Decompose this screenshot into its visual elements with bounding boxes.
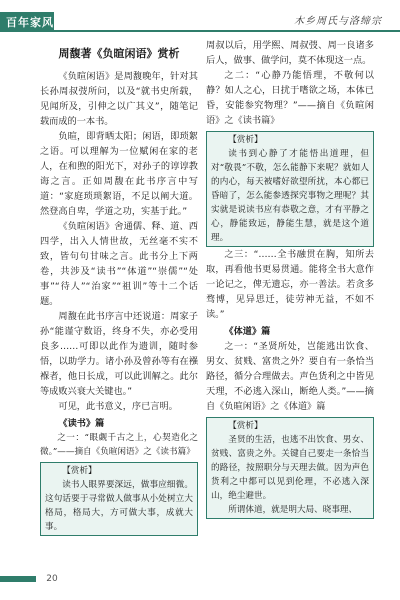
header-rule	[0, 30, 400, 32]
appreciation-label: 【赏析】	[62, 466, 97, 476]
paragraph-4: 周馥在此书序言中还说道：周家子孙“能谨守数语，终身不失，亦必受用良多……可即以此作为遗训，随时参悟，以助学力。诸小孙及曾孙等有在襁褓者，他日长成，可以此训解之。此尔等成败兴衰大关键也。”	[40, 311, 198, 397]
continued-text: 周叔以后，用学熙、周叔弢、周一良诸多后人，做事、做学问，莫不体现这一点。	[206, 40, 374, 66]
running-title: 木乡周氏与洛缔宗	[294, 16, 382, 27]
appreciation-text-3: 圣贤的生活，也逃不出饮食、男女、贫贱、富贵之外。关键自己要走一条恰当的路径，按照职分与天理去做。因为声色货利之中都可以见到伦理，不必逃入深山，绝尘避世。	[211, 435, 369, 501]
article-title: 周馥著《负暄闲语》赏析	[58, 47, 180, 60]
appreciation-tail: 所谓体道，就是明大局、晓事理、	[228, 505, 358, 515]
appreciation-label: 【赏析】	[228, 421, 263, 431]
page-header	[0, 0, 400, 32]
quote-reading-3: 之三：“……全书融贯在胸，知所去取，再看他书更易贯通。能将全书大意作一论记之，俾无遗忘，亦一善法。若贪多骛博，见异思迁，徒劳神无益，不如不读。”	[206, 249, 374, 320]
paragraph-3: 《负暄闲语》舍通儒、释、道、西四学，出入人情世故，无丝毫不实不致，皆句句甘味之言。此书分上下两卷，共涉及“读书”“体道”“崇儒”“处事”“待人”“治家”“祖训”等十二个话题。	[40, 221, 198, 307]
paragraph-5: 可见，此书意义，序已言明。	[58, 401, 178, 412]
quote-reading-2: 之二：“心静乃能悟理，不敬何以静？如人之心，日扰于嗜欲之场，本体已昏，安能参究物理？”——摘自《负暄闲语》之《读书篇》	[206, 70, 374, 126]
appreciation-box-1	[40, 462, 198, 536]
appreciation-text-1: 读书人眼界要深远，做事应细微。这句话要于寻常做人做事从小处树立大格局，格局大，方可做大事，成就大事。	[45, 480, 193, 532]
appreciation-text-2: 读书到心静了才能悟出道理，但对“敬畏”不敬，怎么能静下来呢？就如人的内心，每天被嗜好欲望所扰，本心都已昏暗了，怎么能参透探究事物之理呢？其实就是说读书应有恭敬之意，才有平静之心，静能致远，静能生慧，就是这个道理。	[211, 149, 369, 243]
appreciation-box-3	[206, 417, 374, 519]
section-heading-dao: 《体道》篇	[224, 326, 271, 337]
quote-dao-1: 之一：“圣贤所处，岂能逃出饮食、男女、贫贱、富贵之外？要自有一条恰当路径，循分合理做去。声色货利之中皆见天理，不必逃入深山，断绝人类。”——摘自《负暄闲语》之《体道》篇	[206, 341, 374, 412]
section-heading-reading: 《读书》篇	[58, 418, 105, 429]
page-number: 20	[46, 574, 58, 584]
left-column	[40, 38, 198, 536]
quote-reading-1: 之一：“眼觑千古之上，心契造化之微。”——摘自《负暄闲语》之《读书篇》	[40, 433, 198, 457]
appreciation-box-2	[206, 131, 374, 247]
section-tab-label: 百年家风	[6, 16, 54, 29]
page-bar	[0, 576, 36, 582]
paragraph-2: 负暄，即背晒太阳；闲语，即琐絮之语。可以理解为一位赋闲在家的老人，在和煦的阳光下，对孙子的谆谆教诲之言。正如周馥在此书序言中写道：“家庭琐琐絮语，不足以阐大道。然登高自卑，学道之功，实基于此。”	[40, 131, 198, 217]
paragraph-1: 《负暄闲语》是周馥晚年，针对其长孙周叔弢所问，以及“就书史所载，见闻所及，引伸之以广其义”，随笔记载而成的一本书。	[40, 71, 198, 127]
right-column	[206, 38, 374, 519]
section-tab	[0, 12, 54, 30]
appreciation-label: 【赏析】	[228, 135, 263, 145]
